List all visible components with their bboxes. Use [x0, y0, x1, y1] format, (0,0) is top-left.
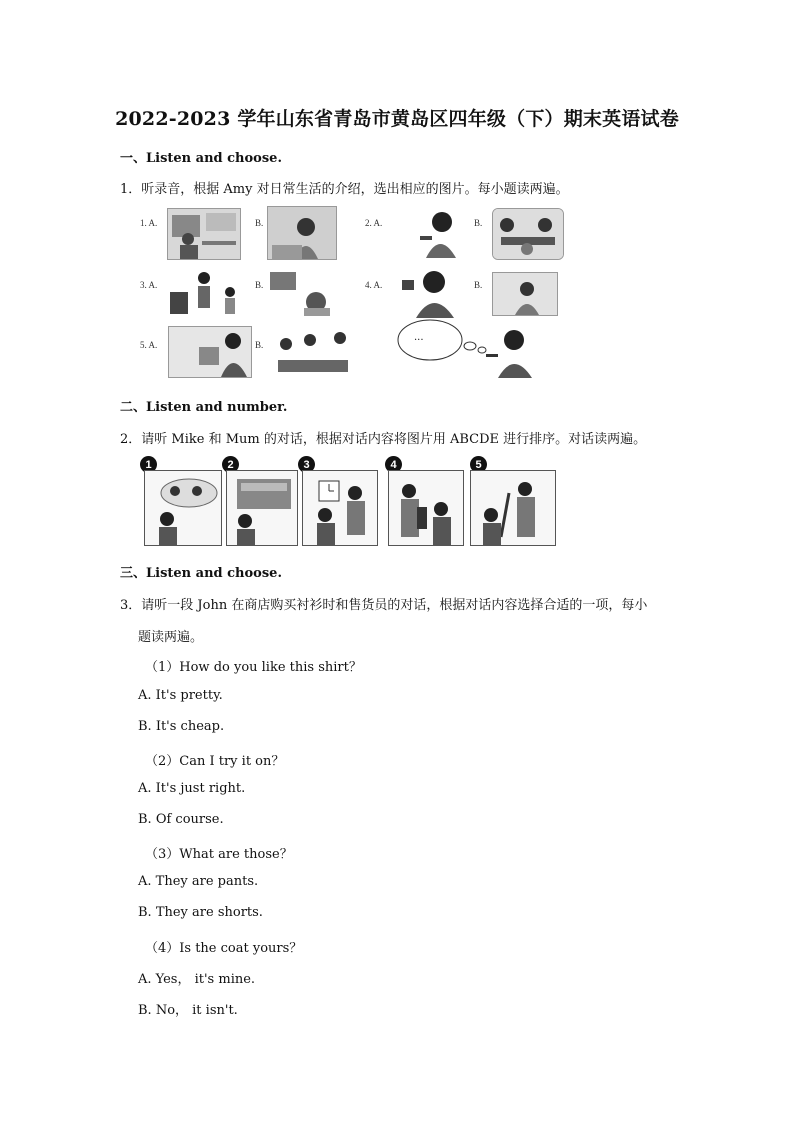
option-1a: A. It's pretty. — [138, 688, 223, 703]
story-picture-2 — [226, 470, 298, 546]
thought-text: ... — [414, 332, 424, 343]
picture-1b — [267, 206, 337, 260]
story-picture-5 — [470, 470, 556, 546]
option-label: B. — [255, 280, 264, 290]
section3-question: 3．请听一段 John 在商店购买衬衫时和售货员的对话，根据对话内容选择合适的一项，每小 — [120, 598, 648, 613]
picture-2b — [492, 208, 564, 260]
option-2a: A. It's just right. — [138, 781, 246, 796]
girl-thinking-icon — [482, 328, 538, 378]
section1-heading: 一、Listen and choose. — [120, 151, 282, 166]
picture-3b — [268, 270, 334, 318]
option-label: B. — [474, 218, 483, 228]
option-2b: B. Of course. — [138, 812, 224, 827]
thought-bubble-icon — [396, 316, 492, 364]
number-badge: 2 — [222, 456, 239, 473]
section3-heading: 三、Listen and choose. — [120, 566, 282, 581]
picture-5a — [168, 326, 252, 378]
option-3b: B. They are shorts. — [138, 905, 263, 920]
picture-5b — [268, 328, 356, 378]
option-label: 1. A. — [140, 218, 158, 228]
number-badge: 1 — [140, 456, 157, 473]
story-picture-3 — [302, 470, 378, 546]
picture-4b — [492, 272, 558, 316]
section3-question-cont: 题读两遍。 — [138, 630, 204, 645]
picture-2a — [396, 206, 462, 258]
section2-question: 2．请听 Mike 和 Mum 的对话，根据对话内容将图片用 ABCDE 进行排序。对话读两遍。 — [120, 432, 647, 447]
number-badge: 4 — [385, 456, 402, 473]
number-badge: 5 — [470, 456, 487, 473]
option-label: B. — [255, 340, 264, 350]
option-4b: B. No， it isn't. — [138, 1003, 238, 1018]
question-1: （1）How do you like this shirt？ — [145, 660, 362, 675]
story-picture-4 — [388, 470, 464, 546]
option-label: 5. A. — [140, 340, 158, 350]
picture-4a — [398, 266, 464, 318]
question-2: （2）Can I try it on？ — [145, 754, 285, 769]
page-title: 2022-2023 学年山东省青岛市黄岛区四年级（下）期末英语试卷 — [115, 108, 679, 130]
option-label: 3. A. — [140, 280, 158, 290]
option-4a: A. Yes， it's mine. — [138, 972, 256, 987]
question-3: （3）What are those？ — [145, 847, 293, 862]
option-3a: A. They are pants. — [138, 874, 259, 889]
section2-heading: 二、Listen and number. — [120, 400, 288, 415]
story-picture-1 — [144, 470, 222, 546]
picture-3a — [168, 268, 240, 316]
question-4: （4）Is the coat yours？ — [145, 941, 303, 956]
option-label: 4. A. — [365, 280, 383, 290]
option-label: B. — [474, 280, 483, 290]
picture-1a — [167, 208, 241, 260]
option-1b: B. It's cheap. — [138, 719, 225, 734]
option-label: 2. A. — [365, 218, 383, 228]
section1-question: 1．听录音，根据 Amy 对日常生活的介绍，选出相应的图片。每小题读两遍。 — [120, 182, 569, 197]
number-badge: 3 — [298, 456, 315, 473]
option-label: B. — [255, 218, 264, 228]
